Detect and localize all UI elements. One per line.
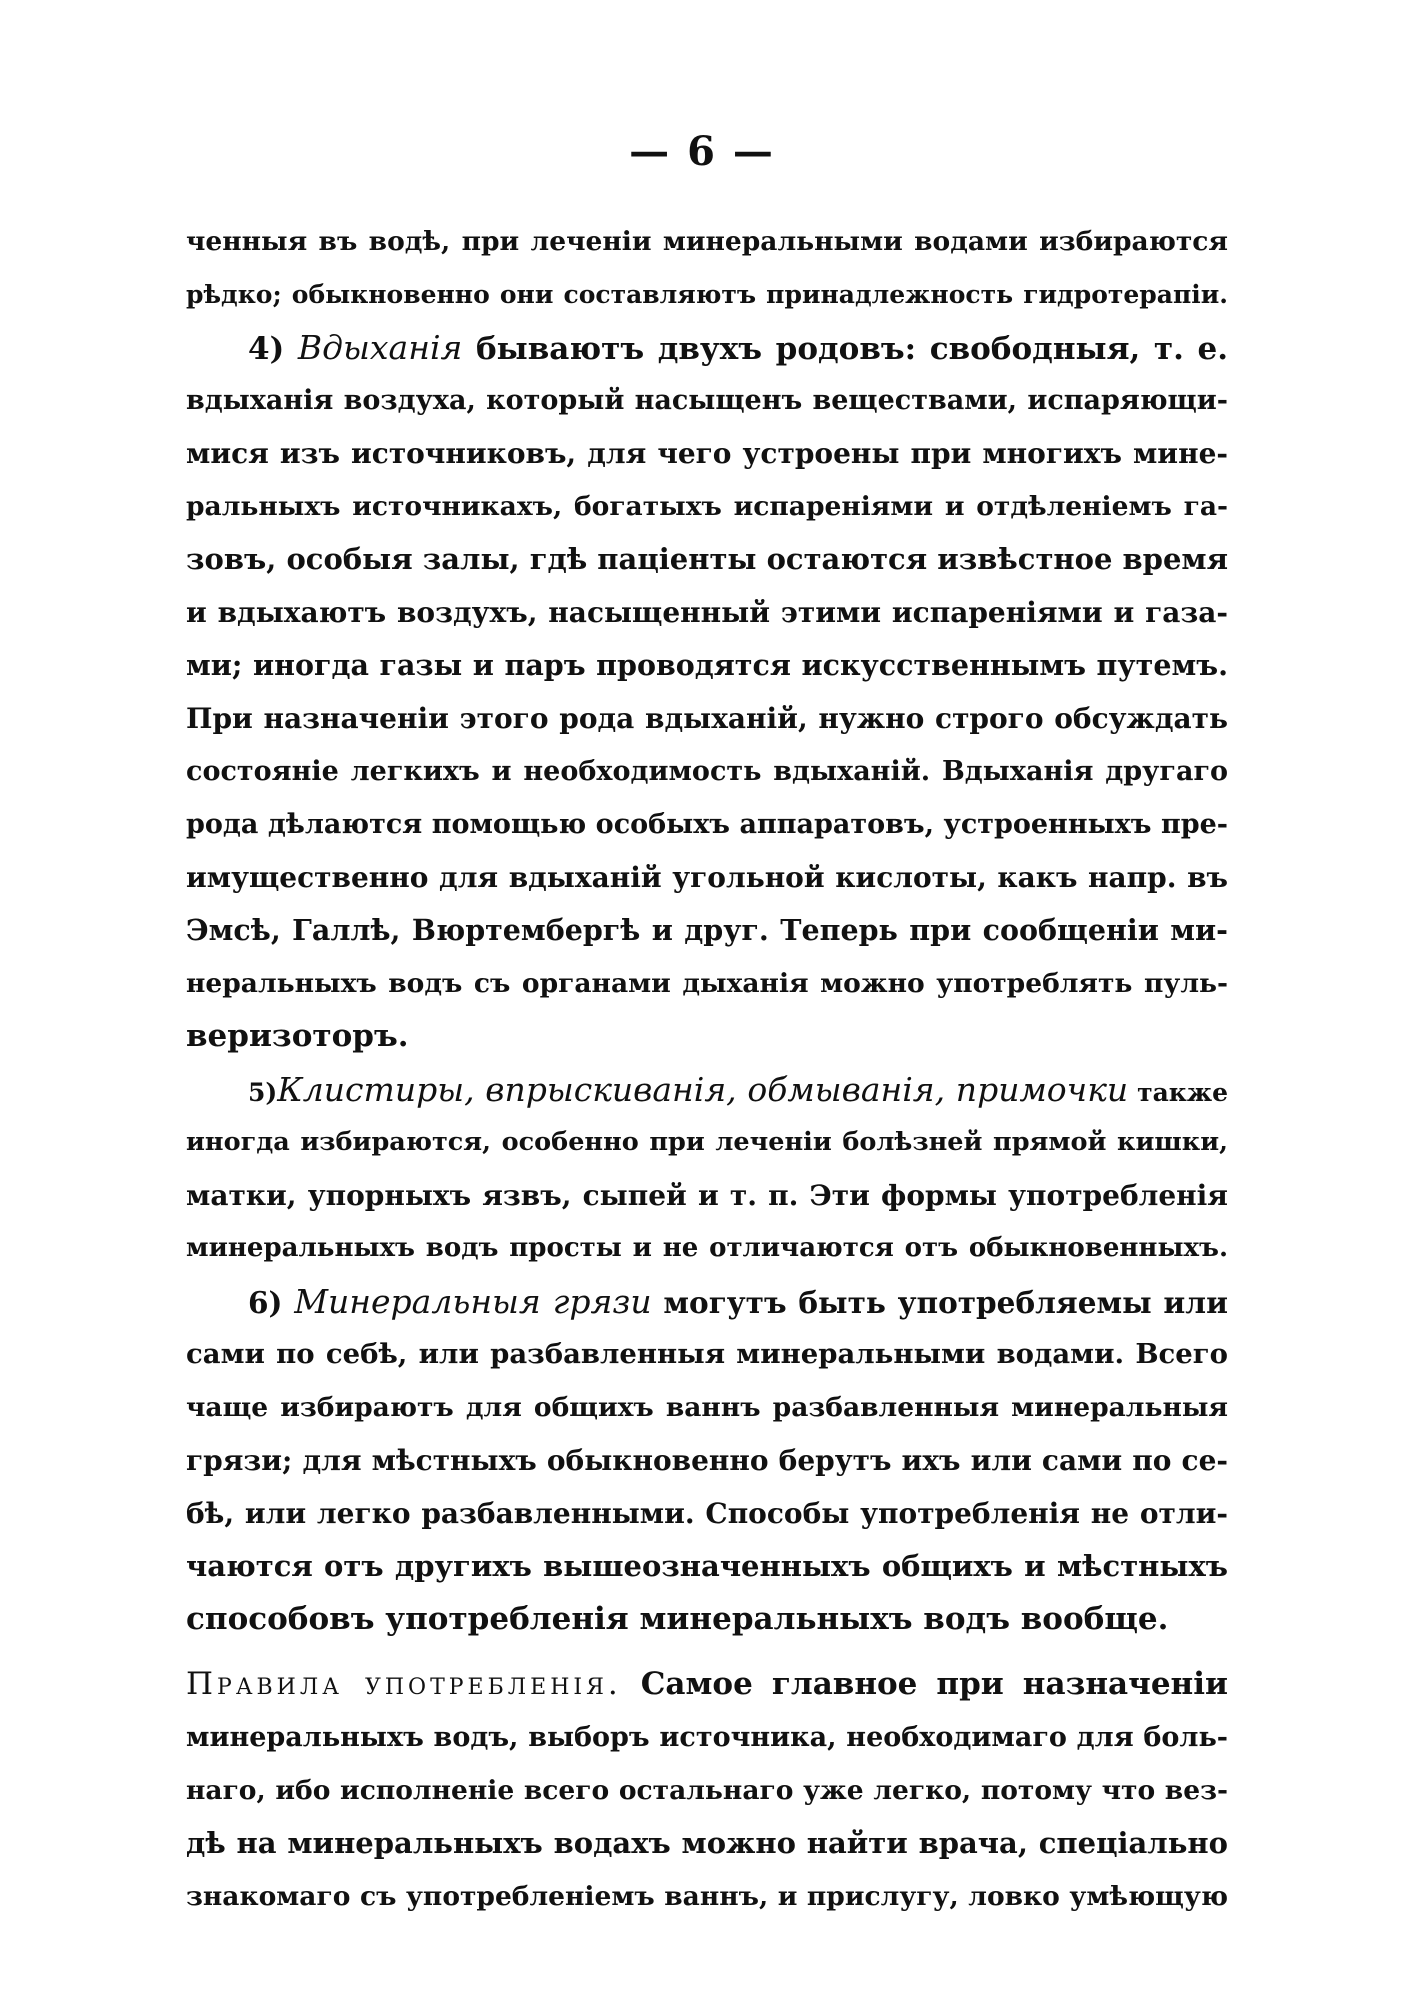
text-line: наго, ибо исполненіе всего остальнаго уже легко, потому что вез-: [186, 1775, 1228, 1806]
section-rules-first-line: [186, 1658, 1228, 1711]
text-line: иногда избираются, особенно при леченіи болѣзней прямой кишки,: [186, 1127, 1228, 1157]
text-line: состояніе легкихъ и необходимость вдыханій. Вдыханія другаго: [186, 756, 1228, 787]
text-line: При назначеніи этого рода вдыханій, нужно строго обсуждать: [186, 702, 1228, 735]
section-heading: Правила употребленія.: [186, 1666, 622, 1702]
text-line: ми; иногда газы и паръ проводятся искусственнымъ путемъ.: [186, 648, 1228, 682]
text-line: Эмсѣ, Галлѣ, Вюртембергѣ и друг. Теперь при сообщеніи ми-: [186, 913, 1228, 947]
item-text: могутъ быть употребляемы или: [663, 1285, 1228, 1320]
text-line: ральныхъ источникахъ, богатыхъ испареніями и отдѣленіемъ га-: [186, 491, 1228, 522]
text-line: зовъ, особыя залы, гдѣ паціенты остаются извѣстное время: [186, 542, 1229, 576]
item-text: бываютъ двухъ родовъ: свободныя, т. е.: [475, 331, 1229, 367]
text-line: минеральныхъ водъ, выборъ источника, необходимаго для боль-: [186, 1722, 1228, 1753]
item-term: Клистиры, впрыскиванія, обмыванія, примочки: [277, 1070, 1129, 1109]
text-line: сами по себѣ, или разбавленныя минеральными водами. Всего: [186, 1338, 1228, 1370]
text-line: и вдыхаютъ воздухъ, насыщенный этими испареніями и газа-: [186, 596, 1228, 629]
text-line: минеральныхъ водъ просты и не отличаются отъ обыкновенныхъ.: [186, 1233, 1228, 1263]
text-line: матки, упорныхъ язвъ, сыпей и т. п. Эти формы употребленія: [186, 1179, 1228, 1212]
text-line: бѣ, или легко разбавленными. Способы употребленія не отли-: [186, 1497, 1228, 1530]
text-line: способовъ употребленія минеральныхъ водъ вообще.: [186, 1601, 1169, 1637]
text-line: мися изъ источниковъ, для чего устроены при многихъ мине-: [186, 437, 1228, 470]
item-term: Вдыханія: [297, 328, 463, 367]
text-line: неральныхъ водъ съ органами дыханія можно употреблять пуль-: [186, 968, 1228, 999]
text-line: вдыханія воздуха, который насыщенъ веществами, испаряющи-: [186, 385, 1228, 416]
text-line: имущественно для вдыханій угольной кислоты, какъ напр. въ: [186, 861, 1228, 894]
text-line: чаще избираютъ для общихъ ваннъ разбавленныя минеральныя: [186, 1392, 1228, 1423]
text-line: знакомаго съ употребленіемъ ваннъ, и прислугу, ловко умѣющую: [186, 1881, 1228, 1912]
text-line: веризоторъ.: [186, 1018, 409, 1054]
text-line: рѣдко; обыкновенно они составляютъ принадлежность гидротерапіи.: [186, 280, 1228, 309]
item-term: Минеральныя грязи: [294, 1282, 652, 1321]
text-line: рода дѣлаются помощью особыхъ аппаратовъ, устроенныхъ пре-: [186, 809, 1228, 840]
item-text: также: [1137, 1078, 1228, 1107]
text-line: грязи; для мѣстныхъ обыкновенно берутъ ихъ или сами по се-: [186, 1444, 1228, 1477]
section-text: Самое главное при назначеніи: [640, 1666, 1229, 1702]
text-line: дѣ на минеральныхъ водахъ можно найти врача, спеціально: [186, 1826, 1228, 1860]
paragraph-5-first-line: [186, 1063, 1228, 1116]
text-line: чаются отъ другихъ вышеозначенныхъ общихъ и мѣстныхъ: [186, 1549, 1228, 1583]
item-number: 6): [248, 1285, 283, 1320]
paragraph-4-first-line: [186, 321, 1228, 374]
body-text: [186, 215, 1228, 1923]
text-line: ченныя въ водѣ, при леченіи минеральными водами избираются: [186, 226, 1228, 257]
paragraph-6-first-line: [186, 1275, 1228, 1328]
item-number: 4): [248, 331, 285, 367]
page-number: — 6 —: [629, 128, 775, 175]
item-number: 5): [248, 1078, 278, 1107]
